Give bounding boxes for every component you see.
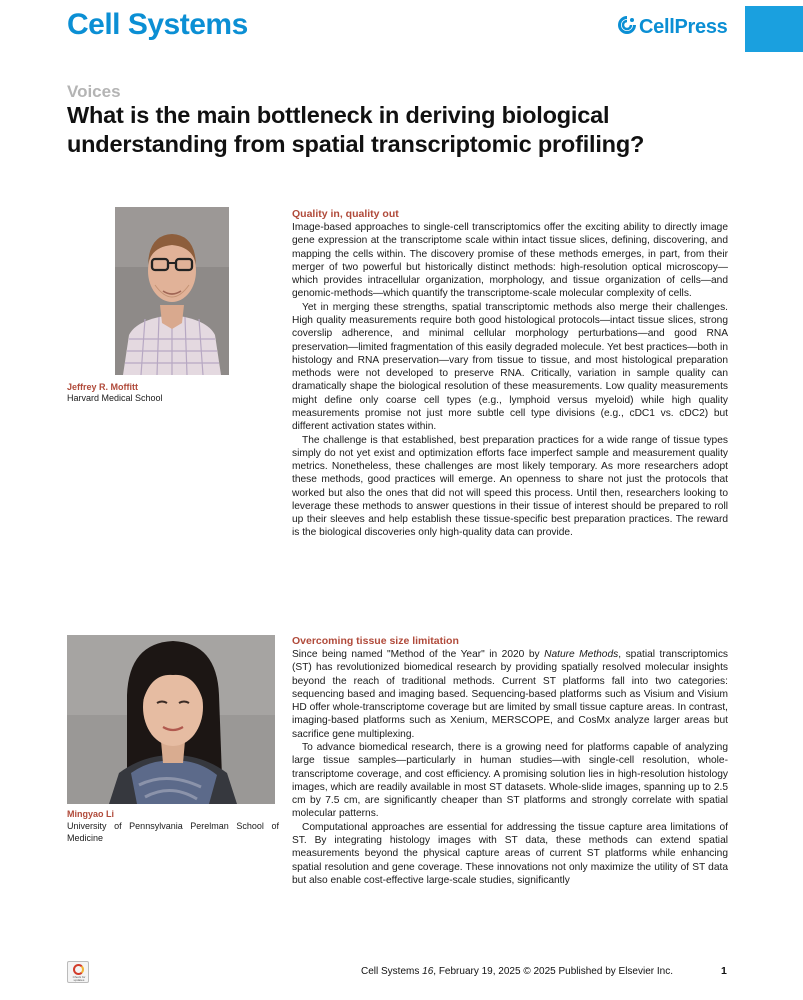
paragraph: Computational approaches are essential for addressing the tissue capture area limitations of ST. By integrating histology images with ST data, these methods can extend spatial measurements beyond the physical capture areas of current ST platforms while enhancing spatial resolution and gene coverage. These innovations not only maximize the utility of ST data but also enable cost-effective large-scale studies, significantly (292, 821, 728, 886)
author-affiliation: Harvard Medical School (67, 393, 163, 403)
article-section-label: Voices (67, 82, 121, 101)
section-heading: Quality in, quality out (292, 208, 399, 220)
corner-color-block (745, 6, 803, 52)
author-affiliation: University of Pennsylvania Perelman School of Medicine (67, 821, 279, 843)
paragraph: To advance biomedical research, there is a growing need for platforms capable of analyzing large tissue samples—particularly in human studies—with single-cell resolution, whole-transcriptome coverage, and cost efficiency. A promising solution lies in high-resolution histology images, which are readily available in most ST datasets. Whole-slide images, spanning up to 2.5 cm by 7.5 cm, are significantly cheaper than ST platforms and strongly correlate with spatial molecular patterns. (292, 741, 728, 820)
author-name: Mingyao Li (67, 809, 114, 819)
page-number: 1 (721, 965, 727, 977)
check-for-updates-badge[interactable] (67, 961, 89, 983)
paragraph: Image-based approaches to single-cell transcriptomics offer the exciting ability to directly image gene expression at the transcriptome scale within intact tissue slices, defining, discovering, and mapping the cells within. The discovery promise of these methods emerges, in part, from their merger of two powerful but historically distinct methods: high-resolution optical microscopy—which provides intracellular organization, morphology, and tissue organization of cells—and genomic-methods—which quantify the transcriptome-scale molecular complexity of cells. (292, 222, 728, 300)
footer-citation (361, 966, 673, 977)
paragraph: The challenge is that established, best preparation practices for a wide range of tissue types simply do not yet exist and optimization efforts face imperfect sample and measurement quality metrics. Nonetheless, these challenges are most likely temporary. As more researchers adopt these methods, good practices will emerge. An openness to share not just the protocols that worked but also the ones that did not will speed this process. Until then, researchers looking to leverage these methods to answer questions in their tissue of interest should be prepared to roll up their sleeves and help establish these tissue-specific best preparation practices. The reward is the biological discoveries only high-quality data can provide. (292, 434, 728, 539)
badge-label: Check for updates (72, 975, 86, 982)
paragraph-text: , spatial transcriptomics (ST) has revolutionized biomedical research by providing spatially resolved molecular insights beyond the reach of traditional methods. Current ST platforms fall into two categories: sequencing based and imaging based. Sequencing-based platforms such as Visium and Visium HD offer whole-transcriptome coverage but are limited by small tissue capture areas. In contrast, imaging-based platforms such as Xenium, MERSCOPE, and CosMx analyze larger areas but sacrifice gene multiplexing. (292, 649, 729, 740)
footer-journal: Cell Systems (361, 966, 420, 977)
paragraph-text: Since being named "Method of the Year" in 2020 by (292, 649, 545, 660)
article-title: What is the main bottleneck in deriving biological understanding from spatial transcriptomic profiling? (67, 102, 645, 157)
section-heading: Overcoming tissue size limitation (292, 635, 459, 647)
section-quality (292, 207, 728, 540)
cellpress-icon (618, 16, 636, 39)
footer-date-copyright: , February 19, 2025 © 2025 Published by Elsevier Inc. (433, 966, 673, 977)
publisher-name: CellPress (639, 16, 728, 38)
author-photo-moffitt (115, 207, 229, 375)
journal-title: Cell Systems (67, 8, 248, 41)
paragraph: Yet in merging these strengths, spatial transcriptomic methods also merge their challenges. High quality measurements require both good histological protocols—intact tissue slices, strong coverslip adherence, and minimal cellular morphology perturbations—and good RNA preservation—limited fragmentation of this easily degraded molecule. Yet best practices—both in histology and RNA preservation—vary from tissue to tissue, and most histological preparation methods were not developed to preserve RNA. Critically, variation in sample quality can dramatically shape the biological resolution of these measurements. Low quality measurements might define only coarse cell types (e.g., lymphoid versus myeloid) while high quality measurements promise not just more subtle cell type divisions (e.g., cDC1 vs. cDC2) but different activation states within. (292, 301, 728, 433)
publisher-logo (618, 16, 727, 39)
footer-volume: 16 (422, 966, 434, 977)
paragraph (292, 648, 728, 741)
section-tissue-size (292, 634, 728, 887)
author-photo-li (67, 635, 275, 804)
journal-name-italic: Nature Methods (544, 649, 619, 660)
author-name: Jeffrey R. Moffitt (67, 382, 139, 392)
update-icon (73, 964, 84, 975)
